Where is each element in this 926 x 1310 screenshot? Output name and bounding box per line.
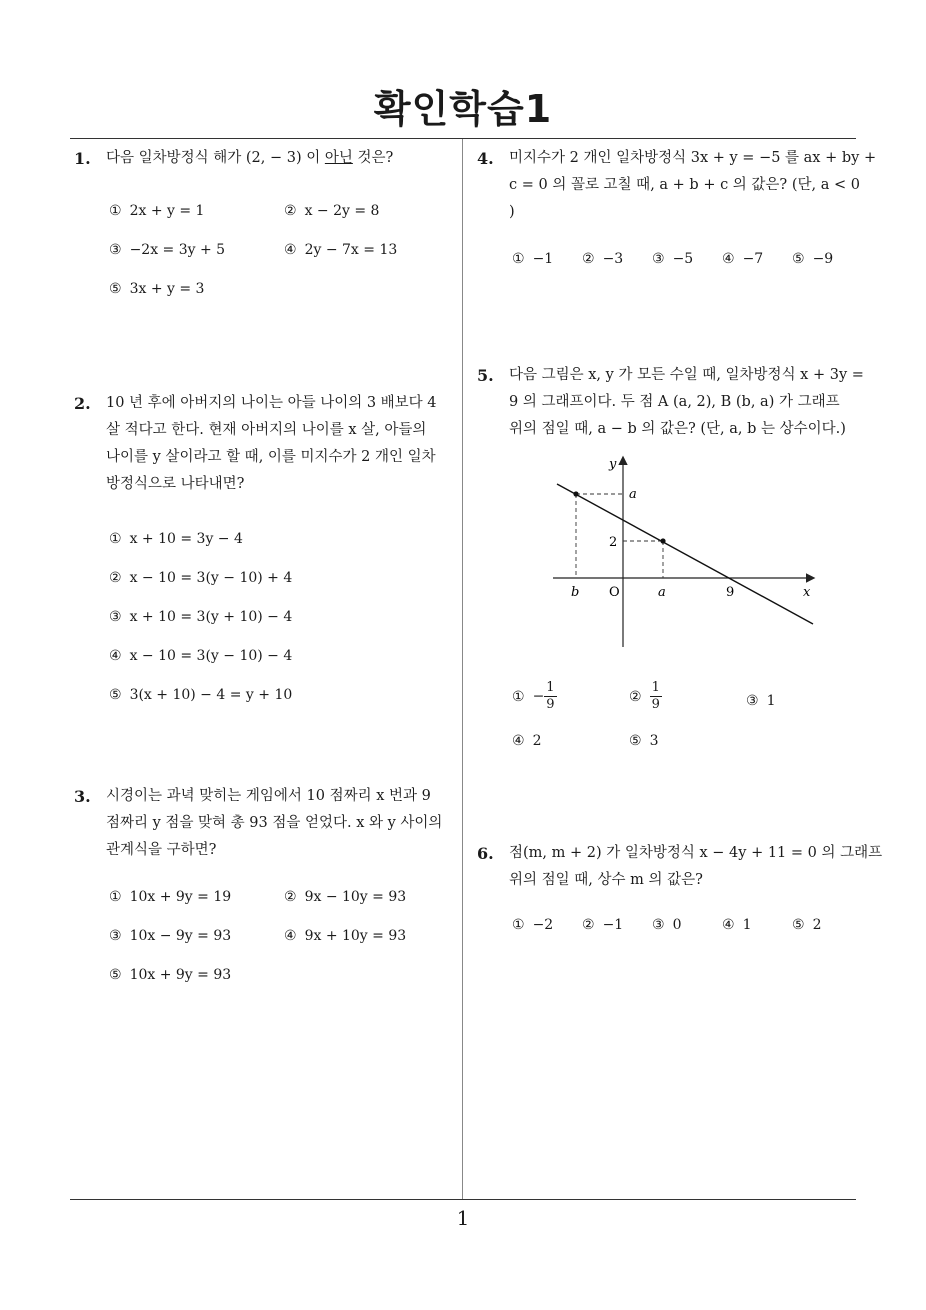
question-stem: 점(m, m + 2) 가 일차방정식 x − 4y + 11 = 0 의 그래프 위의 점일 때, 상수 m 의 값은? [509,845,883,888]
fraction: $\frac{1}{9}$ [546,680,555,712]
choice-2[interactable]: ② x − 10 = 3(y − 10) + 4 [109,570,293,586]
choice-5[interactable]: ⑤ 10x + 9y = 93 [109,967,232,983]
choice-4[interactable]: ④ x − 10 = 3(y − 10) − 4 [109,648,293,664]
x-axis-label: x [803,585,811,600]
question-1 [74,145,459,297]
top-rule [70,138,856,139]
question-4 [477,145,877,267]
point-a [660,538,665,543]
emphasis-underline: 아닌 [324,150,353,166]
choice-5[interactable]: ⑤ −9 [792,251,834,267]
choice-5[interactable]: ⑤ 3x + y = 3 [109,281,205,297]
choice-list [512,894,862,934]
y-tick-label: a [629,487,637,502]
choice-list [109,498,459,703]
choice-1[interactable]: ① 10x + 9y = 19 [109,889,232,905]
choice-3[interactable]: ③ 10x − 9y = 93 [109,928,232,944]
question-number: 6. [477,844,494,863]
question-5-choices [477,680,862,750]
question-2 [74,390,459,703]
question-5 [477,362,862,443]
choice-2[interactable]: ② 9x − 10y = 93 [284,889,407,905]
choice-3[interactable]: ③ 0 [652,917,682,933]
bottom-rule [70,1199,856,1200]
question-stem: 미지수가 2 개인 일차방정식 3x + y = −5 를 ax + by + c = 0 의 꼴로 고칠 때, a + b + c 의 값은? (단, a < 0 ) [509,150,877,220]
question-stem: 시경이는 과녁 맞히는 게임에서 10 점짜리 x 번과 9 점짜리 y 점을 맞혀 총 93 점을 얻었다. x 와 y 사이의 관계식을 구하면? [106,788,443,858]
y-axis-label: y [609,457,617,472]
choice-4[interactable]: ④ 9x + 10y = 93 [284,928,407,944]
choice-5[interactable]: ⑤ 3 [629,733,659,749]
question-stem: 다음 일차방정식 해가 (2, − 3) 이 아닌 것은? [106,150,394,166]
choice-3[interactable]: ③ −5 [652,251,694,267]
question-number: 5. [477,366,494,385]
choice-1[interactable]: ① −2 [512,917,554,933]
choice-2[interactable]: ② −1 [582,917,624,933]
choice-list [109,864,459,984]
choice-list [512,226,862,266]
x-tick-label: 9 [726,585,735,600]
question-number: 2. [74,394,91,413]
point-b [573,491,578,496]
choice-3[interactable]: ③ x + 10 = 3(y + 10) − 4 [109,609,293,625]
page-number: 1 [456,1206,470,1230]
question-3 [74,783,459,984]
choice-2[interactable]: ② −3 [582,251,624,267]
choice-1[interactable]: ① x + 10 = 3y − 4 [109,531,243,547]
fraction: $\frac{1}{9}$ [651,680,660,712]
choice-5[interactable]: ⑤ 3(x + 10) − 4 = y + 10 [109,687,293,703]
page-title: 확인학습1 [373,87,553,131]
column-divider [462,139,463,1199]
x-tick-label: b [571,585,580,600]
choice-3[interactable]: ③ −2x = 3y + 5 [109,242,226,258]
choice-4[interactable]: ④ −7 [722,251,764,267]
x-tick-label: a [658,585,666,600]
choice-list [109,172,459,297]
question-number: 4. [477,149,494,168]
choice-1[interactable]: ① − $\frac{1}{9}$ [512,680,555,712]
question-number: 1. [74,149,91,168]
question-stem: 다음 그림은 x, y 가 모든 수일 때, 일차방정식 x + 3y = 9 의 그래프이다. 두 점 A (a, 2), B (b, a) 가 그래프 위의 점일 때, a − b 의 값은? (단, a, b 는 상수이다.) [509,367,864,437]
y-tick-label: 2 [609,535,618,550]
choice-3[interactable]: ③ 1 [746,693,776,709]
origin-label: O [609,585,620,600]
choice-4[interactable]: ④ 1 [722,917,752,933]
choice-2[interactable]: ② $\frac{1}{9}$ [629,680,660,712]
graph-line [557,484,813,624]
question-6 [477,840,883,934]
line-graph [545,452,825,662]
question-stem: 10 년 후에 아버지의 나이는 아들 나이의 3 배보다 4 살 적다고 한다. 현재 아버지의 나이를 x 살, 아들의 나이를 y 살이라고 할 때, 이를 미지수가 2 개인 일차 방정식으로 나타내면? [106,395,437,492]
choice-5[interactable]: ⑤ 2 [792,917,822,933]
choice-2[interactable]: ② x − 2y = 8 [284,203,380,219]
choice-4[interactable]: ④ 2y − 7x = 13 [284,242,398,258]
choice-list [512,680,862,750]
choice-4[interactable]: ④ 2 [512,733,542,749]
choice-1[interactable]: ① −1 [512,251,554,267]
choice-1[interactable]: ① 2x + y = 1 [109,203,205,219]
question-number: 3. [74,787,91,806]
